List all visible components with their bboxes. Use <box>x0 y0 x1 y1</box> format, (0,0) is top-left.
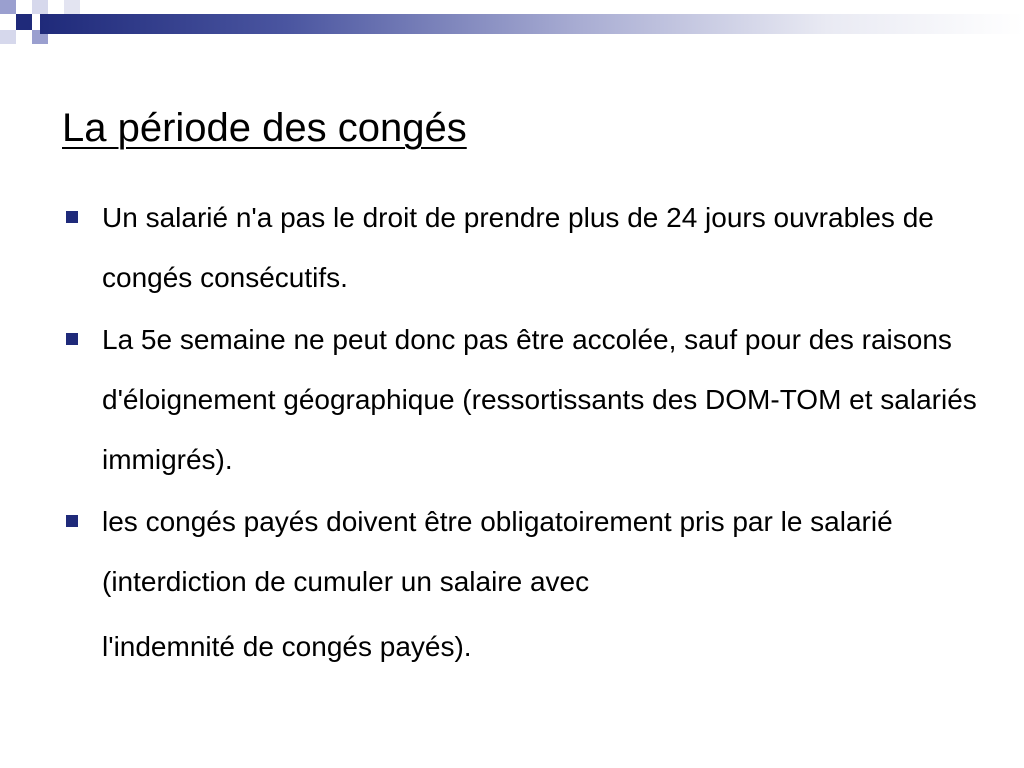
square-bullet-icon <box>66 515 78 527</box>
decor-square <box>64 0 80 14</box>
slide-title: La période des congés <box>62 106 467 150</box>
bullet-item <box>64 188 984 308</box>
decor-square <box>32 0 48 14</box>
bullet-text-continued: l'indemnité de congés payés). <box>102 631 472 662</box>
decor-square <box>16 14 32 30</box>
bullet-list <box>64 188 984 684</box>
bullet-text: les congés payés doivent être obligatoirement pris par le salarié (interdiction de cumuler un salaire avec <box>102 506 893 597</box>
bullet-text: Un salarié n'a pas le droit de prendre plus de 24 jours ouvrables de congés consécutifs. <box>102 202 934 293</box>
square-bullet-icon <box>66 333 78 345</box>
decor-square <box>0 30 16 44</box>
bullet-text: La 5e semaine ne peut donc pas être accolée, sauf pour des raisons d'éloignement géographique (ressortissants des DOM-TOM et salariés immigrés). <box>102 324 977 475</box>
square-bullet-icon <box>66 211 78 223</box>
bullet-item <box>64 310 984 490</box>
bullet-item <box>64 492 984 682</box>
decor-square <box>0 0 16 14</box>
header-gradient-band <box>40 14 1024 34</box>
